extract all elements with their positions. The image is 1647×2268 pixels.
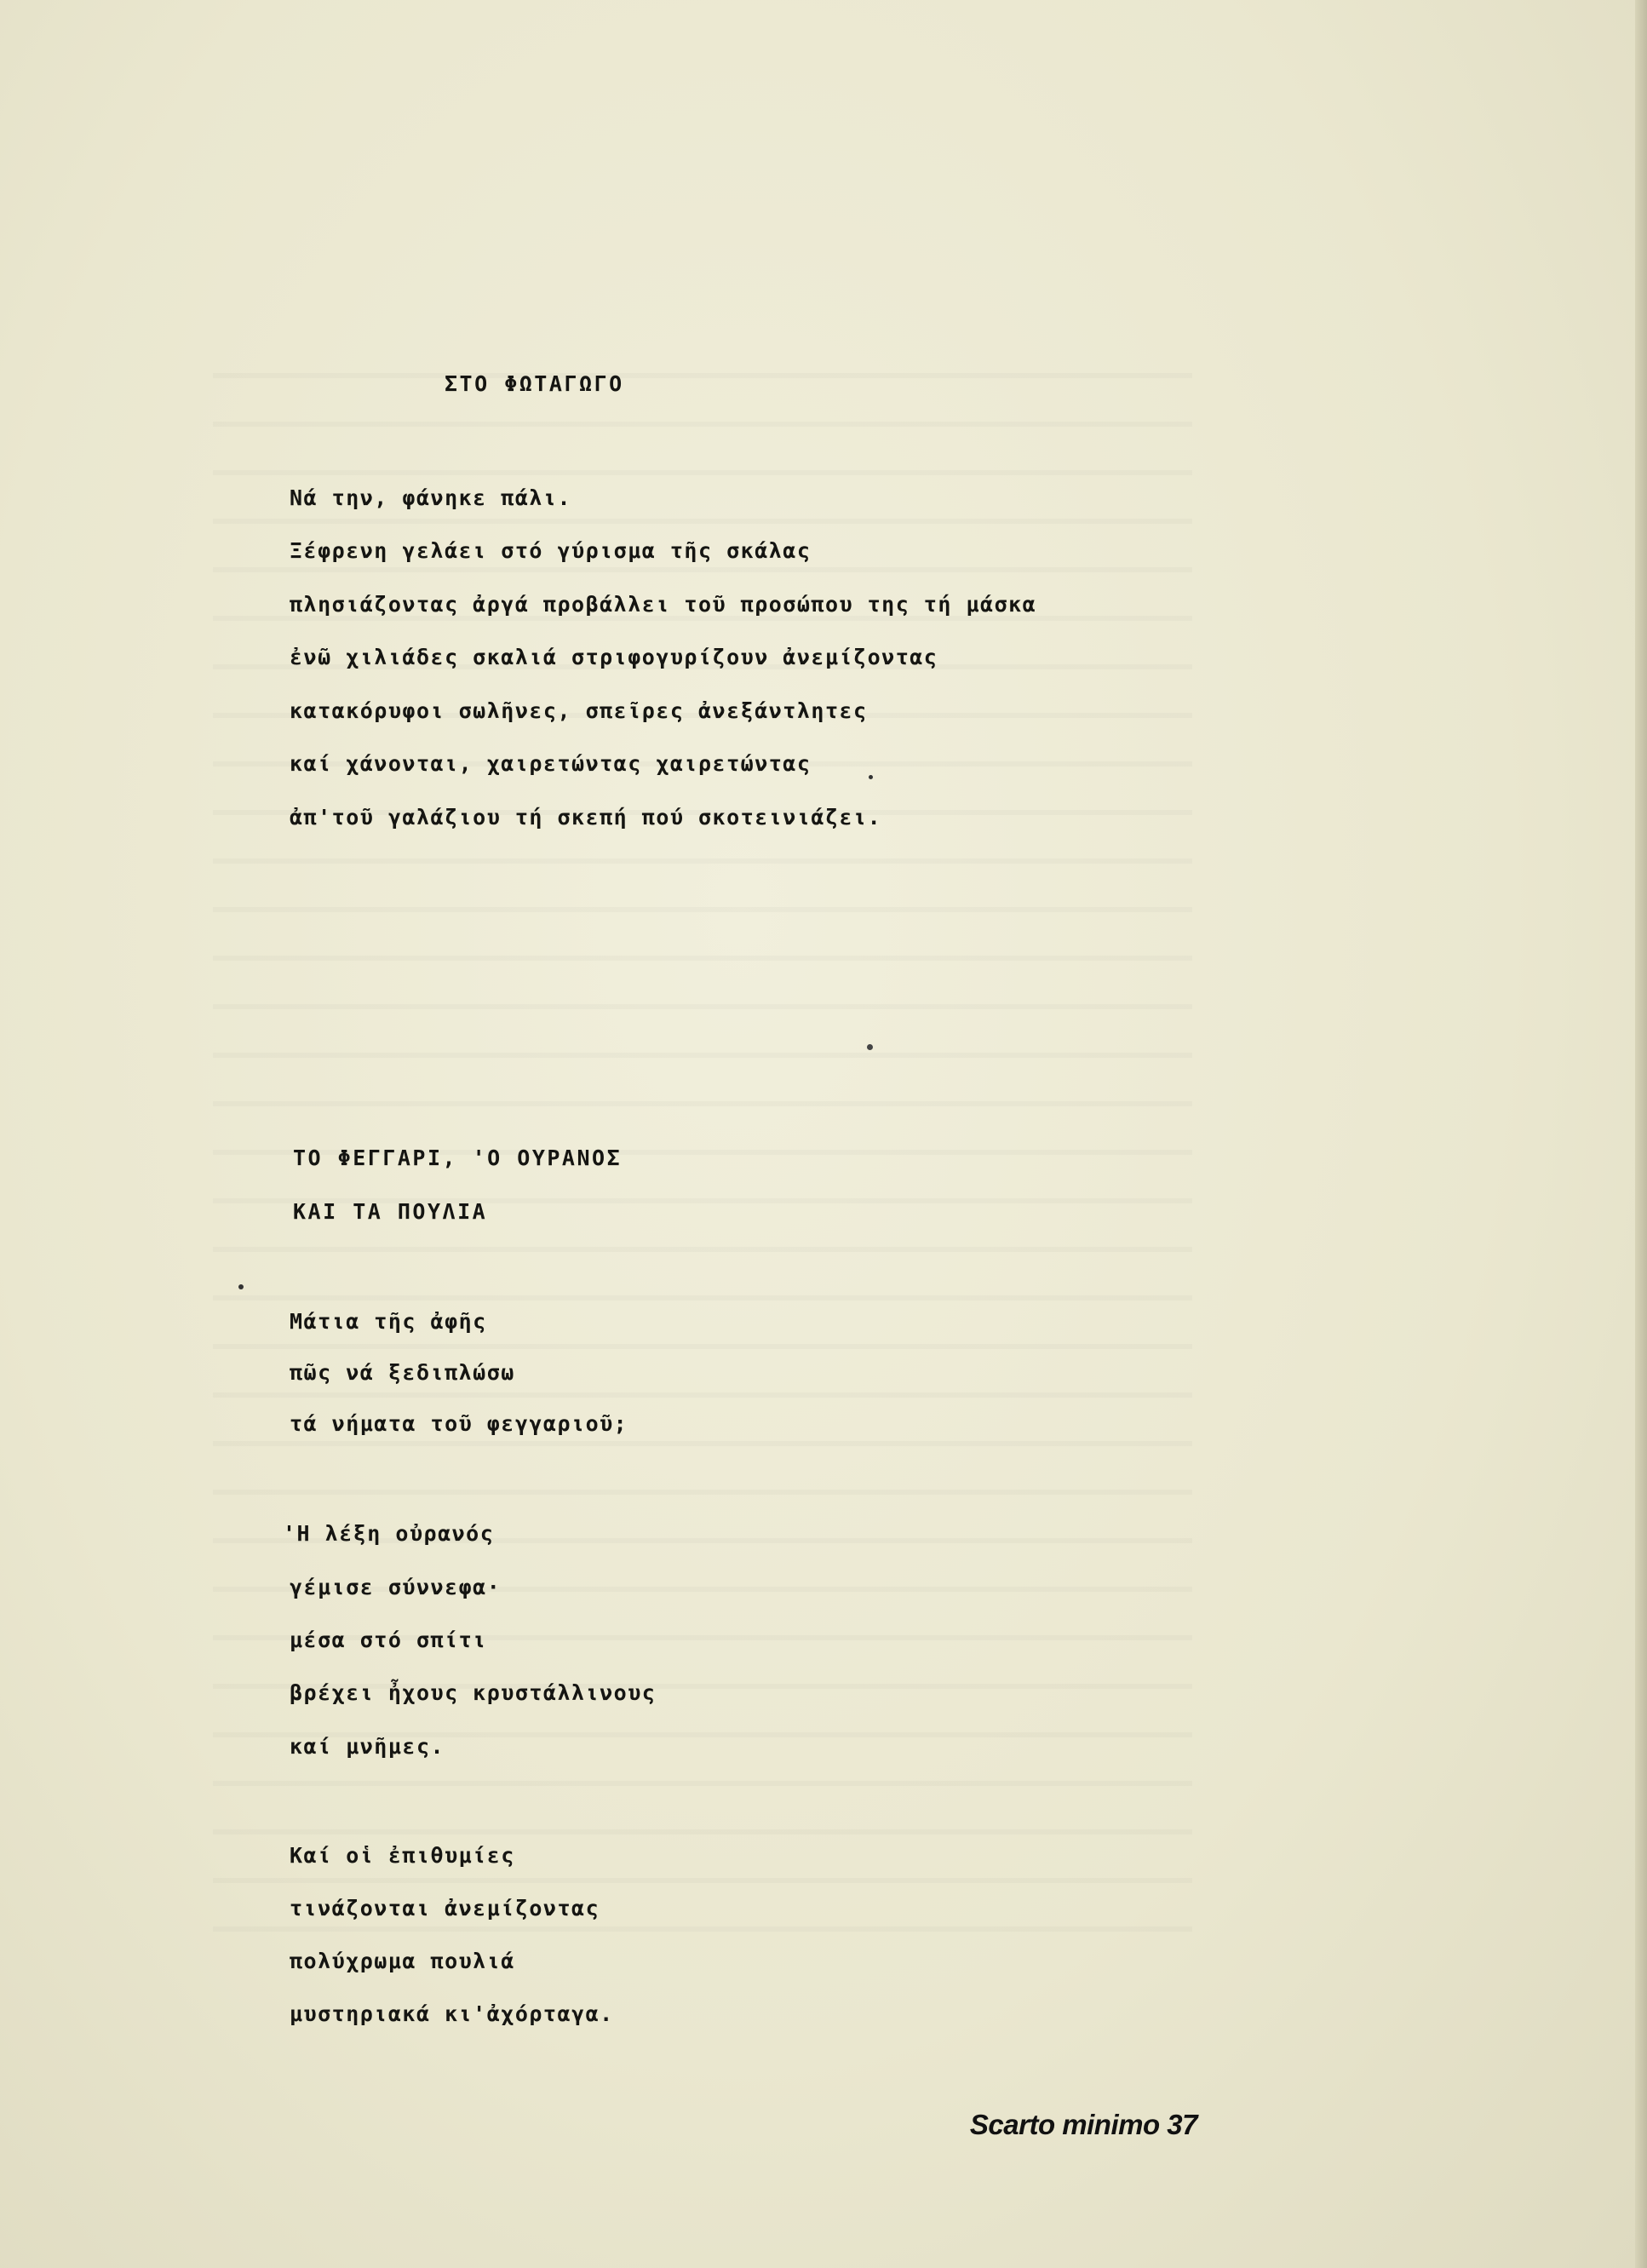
poem2-line: πολύχρωμα πουλιά (290, 1949, 515, 1973)
poem2-line: γέμισε σύννεφα· (290, 1575, 502, 1599)
poem1-line: καί χάνονται, χαιρετώντας χαιρετώντας (290, 751, 812, 776)
poem2-line: μέσα στό σπίτι (290, 1628, 487, 1652)
poem-title-2-line-2: ΚΑΙ ΤΑ ΠΟΥΛΙΑ (293, 1199, 488, 1224)
page-edge (1635, 0, 1647, 2268)
poem-title-2-line-1: ΤΟ ΦΕΓΓΑΡΙ, 'Ο ΟΥΡΑΝΟΣ (293, 1145, 623, 1170)
poem1-line: ἐνῶ χιλιάδες σκαλιά στριφογυρίζουν ἀνεμίζοντας (290, 645, 938, 669)
poem1-line: πλησιάζοντας ἀργά προβάλλει τοῦ προσώπου της τή μάσκα (290, 592, 1037, 617)
poem-title-1: ΣΤΟ ΦΩΤΑΓΩΓΟ (445, 371, 624, 396)
page-footer: Scarto minimo 37 (969, 2109, 1197, 2140)
poem2-line: τά νήματα τοῦ φεγγαριοῦ; (290, 1411, 628, 1436)
poem2-line: πῶς νά ξεδιπλώσω (290, 1360, 515, 1385)
poem1-line: Ξέφρενη γελάει στό γύρισμα τῆς σκάλας (290, 538, 812, 563)
poem2-line: Καί οἱ ἐπιθυμίες (290, 1843, 515, 1868)
poem2-line: βρέχει ἦχους κρυστάλλινους (290, 1680, 657, 1705)
poem1-line: Νά την, φάνηκε πάλι. (290, 485, 572, 510)
poem2-line: μυστηριακά κι'ἀχόρταγα. (290, 2001, 614, 2026)
poem1-line: ἀπ'τοῦ γαλάζιου τή σκεπή πού σκοτεινιάζει. (290, 805, 882, 830)
ink-mark (238, 1284, 244, 1289)
poem2-line: 'Η λέξη οὐρανός (283, 1521, 495, 1546)
poem1-line: κατακόρυφοι σωλῆνες, σπεῖρες ἀνεξάντλητες (290, 698, 868, 723)
poem2-line: Μάτια τῆς ἀφῆς (290, 1309, 487, 1334)
poem2-line: τινάζονται ἀνεμίζοντας (290, 1896, 600, 1921)
ink-mark (869, 775, 873, 779)
ink-mark (867, 1044, 873, 1050)
poem2-line: καί μνῆμες. (290, 1734, 445, 1759)
